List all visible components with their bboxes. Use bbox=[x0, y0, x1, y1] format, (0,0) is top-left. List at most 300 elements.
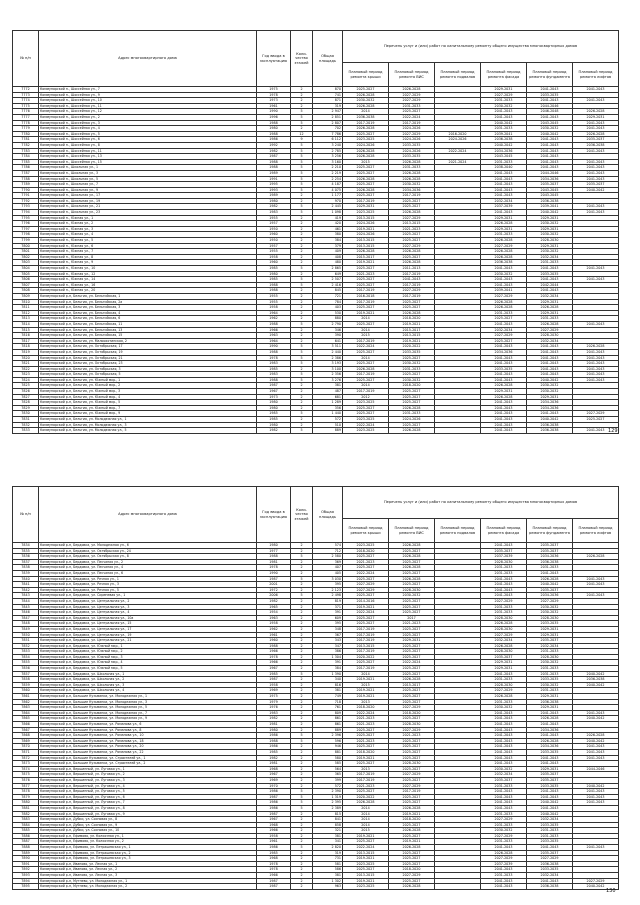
cell-year: 1988 bbox=[257, 165, 291, 171]
cell-elevator: 2041-2043 bbox=[573, 120, 619, 126]
cell-floors: 2 bbox=[291, 383, 313, 389]
cell-facade: 2041-2043 bbox=[481, 543, 527, 549]
cell-year: 1966 bbox=[257, 660, 291, 666]
cell-floors: 2 bbox=[291, 310, 313, 316]
cell-elevator: 2041-2043 bbox=[573, 321, 619, 327]
cell-address: Коммунарский р-н, Бельгия, ул. Южный мкр., 5 bbox=[39, 400, 257, 406]
cell-year: 1973 bbox=[257, 98, 291, 104]
cell-roof: 2022-2024 bbox=[343, 710, 389, 716]
cell-num: 7863 bbox=[13, 705, 39, 711]
cell-area: 461 bbox=[313, 226, 343, 232]
cell-facade: 2028-2030 bbox=[481, 682, 527, 688]
cell-ees: 2026-2028 bbox=[389, 805, 435, 811]
cell-year: 1987 bbox=[257, 811, 291, 817]
cell-area: 341 bbox=[313, 839, 343, 845]
cell-roof: 2025-2027 bbox=[343, 277, 389, 283]
cell-num: 7792 bbox=[13, 198, 39, 204]
cell-foundation: 2026-2028 bbox=[527, 738, 573, 744]
cell-address: Коммунарский р-н, Бельгия, ул. Октябрьская, 19 bbox=[39, 349, 257, 355]
cell-roof: 2025-2027 bbox=[343, 576, 389, 582]
cell-num: 7868 bbox=[13, 733, 39, 739]
cell-address: Коммунарский р-н, Мутнево, ул. Молодежная ул., 1 bbox=[39, 878, 257, 884]
cell-floors: 2 bbox=[291, 405, 313, 411]
header-area: Общая площадь bbox=[313, 487, 343, 543]
cell-area: 574 bbox=[313, 543, 343, 549]
cell-area: 2 389 bbox=[313, 805, 343, 811]
cell-floors: 5 bbox=[291, 159, 313, 165]
cell-ees: 2030-2032 bbox=[389, 377, 435, 383]
cell-year: 1958 bbox=[257, 254, 291, 260]
cell-year: 1983 bbox=[257, 361, 291, 367]
cell-area: 348 bbox=[313, 626, 343, 632]
cell-floors: 2 bbox=[291, 850, 313, 856]
cell-num: 7842 bbox=[13, 587, 39, 593]
cell-foundation: 2044-2046 bbox=[527, 103, 573, 109]
cell-roof: 2013-2015 bbox=[343, 238, 389, 244]
cell-elevator: 2041-2043 bbox=[573, 582, 619, 588]
cell-year: 1982 bbox=[257, 755, 291, 761]
cell-area: 381 bbox=[313, 383, 343, 389]
cell-floors: 2 bbox=[291, 666, 313, 672]
cell-year: 1985 bbox=[257, 671, 291, 677]
cell-foundation: 2032-2034 bbox=[527, 338, 573, 344]
cell-year: 1988 bbox=[257, 643, 291, 649]
cell-num: 7882 bbox=[13, 811, 39, 817]
cell-roof: 2026-2028 bbox=[343, 148, 389, 154]
cell-area: 510 bbox=[313, 422, 343, 428]
cell-address: Коммунарский п., Школьная ул., 23 bbox=[39, 210, 257, 216]
cell-facade: 2041-2043 bbox=[481, 727, 527, 733]
cell-year: 1961 bbox=[257, 632, 291, 638]
cell-num: 7858 bbox=[13, 677, 39, 683]
cell-floors: 5 bbox=[291, 321, 313, 327]
cell-ees: 2027-2029 bbox=[389, 772, 435, 778]
cell-num: 7835 bbox=[13, 548, 39, 554]
cell-roof: 2030-2032 bbox=[343, 98, 389, 104]
page-number: 129 bbox=[608, 428, 618, 434]
cell-floors: 2 bbox=[291, 193, 313, 199]
cell-address: Коммунарский р-н, Ефимово, ул. Петрашевская ул., 2 bbox=[39, 850, 257, 856]
cell-address: Коммунарский п., Южная ул., 4 bbox=[39, 232, 257, 238]
cell-address: Коммунарский р-н, Ефимово, ул. Колхозная ул., 2 bbox=[39, 839, 257, 845]
cell-area: 2 498 bbox=[313, 593, 343, 599]
cell-roof: 2017-2019 bbox=[343, 626, 389, 632]
cell-elevator: 2041-2043 bbox=[573, 361, 619, 367]
cell-area: 681 bbox=[313, 394, 343, 400]
cell-facade: 2029-2031 bbox=[481, 226, 527, 232]
cell-facade: 2035-2037 bbox=[481, 777, 527, 783]
cell-num: 7838 bbox=[13, 565, 39, 571]
cell-roof: 2019-2021 bbox=[343, 677, 389, 683]
cell-facade: 2041-2043 bbox=[481, 176, 527, 182]
cell-ees: 2026-2028 bbox=[389, 428, 435, 434]
cell-ees: 2025-2027 bbox=[389, 861, 435, 867]
cell-floors: 5 bbox=[291, 114, 313, 120]
cell-ees: 2025-2027 bbox=[389, 716, 435, 722]
cell-ees: 2017-2019 bbox=[389, 789, 435, 795]
cell-num: 7841 bbox=[13, 582, 39, 588]
cell-num: 7810 bbox=[13, 299, 39, 305]
cell-ees: 2025-2027 bbox=[389, 610, 435, 616]
cell-floors: 2 bbox=[291, 817, 313, 823]
cell-num: 7836 bbox=[13, 554, 39, 560]
cell-roof: 2016-2018 bbox=[343, 293, 389, 299]
cell-address: Коммунарский р-н, Вершинный, ул. Луговая ул., 3 bbox=[39, 777, 257, 783]
cell-elevator: 2029-2031 bbox=[573, 114, 619, 120]
cell-facade: 2041-2043 bbox=[481, 422, 527, 428]
cell-num: 7884 bbox=[13, 822, 39, 828]
cell-area: 845 bbox=[313, 288, 343, 294]
cell-roof: 2026-2028 bbox=[343, 249, 389, 255]
cell-facade: 2031-2033 bbox=[481, 839, 527, 845]
cell-area: 1 177 bbox=[313, 193, 343, 199]
cell-foundation: 2041-2043 bbox=[527, 789, 573, 795]
cell-foundation: 2041-2043 bbox=[527, 755, 573, 761]
cell-area: 391 bbox=[313, 660, 343, 666]
cell-num: 7890 bbox=[13, 856, 39, 862]
cell-roof: 2026-2028 bbox=[343, 800, 389, 806]
cell-roof: 2020-2022 bbox=[343, 654, 389, 660]
cell-area: 784 bbox=[313, 299, 343, 305]
cell-facade: 2028-2030 bbox=[481, 649, 527, 655]
cell-ees: 2025-2027 bbox=[389, 570, 435, 576]
cell-address: Коммунарский п., Школьная ул., 5 bbox=[39, 176, 257, 182]
cell-num: 7847 bbox=[13, 615, 39, 621]
cell-foundation: 2041-2043 bbox=[527, 710, 573, 716]
cell-roof: 2020-2022 bbox=[343, 794, 389, 800]
cell-floors: 5 bbox=[291, 182, 313, 188]
cell-ees: 2026-2028 bbox=[389, 159, 435, 165]
cell-foundation: 2041-2043 bbox=[527, 159, 573, 165]
cell-ees: 2018-2020 bbox=[389, 817, 435, 823]
cell-year: 1985 bbox=[257, 850, 291, 856]
cell-area: 712 bbox=[313, 548, 343, 554]
cell-floors: 5 bbox=[291, 176, 313, 182]
cell-area: 399 bbox=[313, 777, 343, 783]
cell-year: 1980 bbox=[257, 400, 291, 406]
cell-basement bbox=[435, 884, 481, 890]
cell-facade: 2026-2028 bbox=[481, 305, 527, 311]
cell-address: Коммунарский п., Шоссейная ул., 3 bbox=[39, 120, 257, 126]
cell-year: 1968 bbox=[257, 822, 291, 828]
cell-floors: 2 bbox=[291, 87, 313, 93]
cell-year: 1989 bbox=[257, 193, 291, 199]
cell-foundation: 2041-2043 bbox=[527, 154, 573, 160]
cell-floors: 2 bbox=[291, 828, 313, 834]
cell-facade: 2041-2043 bbox=[481, 789, 527, 795]
cell-area: 3 511 bbox=[313, 344, 343, 350]
cell-area: 881 bbox=[313, 749, 343, 755]
cell-facade: 2041-2043 bbox=[481, 210, 527, 216]
cell-address: Коммунарский р-н, Бердовка, ул. Центральная ул., 3 bbox=[39, 604, 257, 610]
cell-foundation: 2040-2042 bbox=[527, 131, 573, 137]
cell-facade: 2027-2029 bbox=[481, 293, 527, 299]
cell-area: 7 786 bbox=[313, 131, 343, 137]
cell-area: 718 bbox=[313, 699, 343, 705]
cell-ees: 2015-2017 bbox=[389, 682, 435, 688]
repair-schedule-table-page-1 bbox=[12, 30, 619, 434]
cell-foundation: 2034-2036 bbox=[527, 400, 573, 406]
cell-address: Коммунарский р-н, Бердовка, ул. Центральная ул., 17 bbox=[39, 626, 257, 632]
cell-area: 420 bbox=[313, 221, 343, 227]
cell-facade: 2041-2043 bbox=[481, 794, 527, 800]
cell-elevator: 2041-2043 bbox=[573, 98, 619, 104]
cell-address: Коммунарский р-н, Иваново, ул. Лесная ул., 1 bbox=[39, 861, 257, 867]
cell-foundation: 2041-2043 bbox=[527, 366, 573, 372]
cell-facade: 2041-2043 bbox=[481, 733, 527, 739]
cell-address: Коммунарский р-н, Бердовка, ул. Речная ул., 1 bbox=[39, 576, 257, 582]
cell-ees: 2026-2028 bbox=[389, 884, 435, 890]
cell-num: 7895 bbox=[13, 884, 39, 890]
cell-facade: 2035-2037 bbox=[481, 654, 527, 660]
cell-facade: 2030-2032 bbox=[481, 828, 527, 834]
cell-area: 2 785 bbox=[313, 148, 343, 154]
cell-year: 1964 bbox=[257, 338, 291, 344]
cell-ees: 2017-2019 bbox=[389, 120, 435, 126]
cell-foundation: 2040-2042 bbox=[527, 210, 573, 216]
cell-roof: 2025-2027 bbox=[343, 405, 389, 411]
cell-year: 1980 bbox=[257, 405, 291, 411]
cell-year: 2006 bbox=[257, 593, 291, 599]
cell-facade: 2041-2043 bbox=[481, 710, 527, 716]
cell-foundation: 2029-2031 bbox=[527, 766, 573, 772]
cell-address: Коммунарский п., Школьная ул., 9 bbox=[39, 187, 257, 193]
cell-facade: 2026-2028 bbox=[481, 394, 527, 400]
cell-address: Коммунарский р-н, Бердовка, ул. Речная ул., 3 bbox=[39, 582, 257, 588]
cell-area: 381 bbox=[313, 873, 343, 879]
cell-year: 1969 bbox=[257, 688, 291, 694]
cell-floors: 5 bbox=[291, 789, 313, 795]
cell-facade: 2037-2039 bbox=[481, 204, 527, 210]
cell-foundation: 2030-2032 bbox=[527, 221, 573, 227]
cell-address: Коммунарский р-н, Бердовка, ул. Южный мкр., 4 bbox=[39, 660, 257, 666]
cell-ees: 2025-2027 bbox=[389, 833, 435, 839]
cell-facade: 2032-2034 bbox=[481, 772, 527, 778]
cell-facade: 2027-2029 bbox=[481, 333, 527, 339]
cell-roof: 2015 bbox=[343, 159, 389, 165]
cell-year: 1990 bbox=[257, 109, 291, 115]
cell-facade: 2030-2032 bbox=[481, 103, 527, 109]
cell-floors: 2 bbox=[291, 543, 313, 549]
cell-ees: 2025-2027 bbox=[389, 198, 435, 204]
cell-roof: 2019-2021 bbox=[343, 260, 389, 266]
cell-area: 3 030 bbox=[313, 576, 343, 582]
cell-elevator: 2035-2037 bbox=[573, 182, 619, 188]
cell-num: 7851 bbox=[13, 638, 39, 644]
cell-floors: 5 bbox=[291, 355, 313, 361]
cell-area: 319 bbox=[313, 850, 343, 856]
cell-floors: 2 bbox=[291, 570, 313, 576]
cell-year: 1988 bbox=[257, 377, 291, 383]
cell-roof: 2025-2027 bbox=[343, 727, 389, 733]
cell-floors: 5 bbox=[291, 165, 313, 171]
cell-area: 395 bbox=[313, 582, 343, 588]
cell-roof: 2013-2015 bbox=[343, 643, 389, 649]
cell-roof: 2017-2019 bbox=[343, 288, 389, 294]
cell-facade: 2027-2029 bbox=[481, 688, 527, 694]
cell-facade: 2041-2043 bbox=[481, 884, 527, 890]
cell-ees: 2021-2023 bbox=[389, 733, 435, 739]
cell-roof: 2022-2024 bbox=[343, 422, 389, 428]
cell-facade: 2032-2034 bbox=[481, 638, 527, 644]
cell-address: Коммунарский п., Шоссейная ул., 10 bbox=[39, 98, 257, 104]
cell-roof: 2014 bbox=[343, 805, 389, 811]
cell-roof: 2025-2027 bbox=[343, 305, 389, 311]
cell-facade: 2027-2029 bbox=[481, 92, 527, 98]
cell-num: 7791 bbox=[13, 193, 39, 199]
table-body-page-1 bbox=[13, 87, 619, 434]
cell-floors: 5 bbox=[291, 204, 313, 210]
cell-num: 7865 bbox=[13, 716, 39, 722]
cell-num: 7822 bbox=[13, 366, 39, 372]
cell-ees: 2025-2027 bbox=[389, 559, 435, 565]
cell-floors: 2 bbox=[291, 587, 313, 593]
cell-num: 7774 bbox=[13, 98, 39, 104]
cell-year: 1989 bbox=[257, 170, 291, 176]
cell-address: Коммунарский р-н, Дубки, ул. Сосновая ул., 9 bbox=[39, 822, 257, 828]
cell-elevator: 2041-2043 bbox=[573, 372, 619, 378]
cell-year: 1978 bbox=[257, 867, 291, 873]
cell-num: 7885 bbox=[13, 828, 39, 834]
cell-area: 4 075 bbox=[313, 187, 343, 193]
cell-year: 1965 bbox=[257, 604, 291, 610]
cell-area: 3 276 bbox=[313, 377, 343, 383]
cell-address: Коммунарский р-н, Мутнево, ул. Молодежная ул., 2 bbox=[39, 884, 257, 890]
cell-num: 7829 bbox=[13, 405, 39, 411]
cell-area: 480 bbox=[313, 260, 343, 266]
cell-area: 381 bbox=[313, 688, 343, 694]
cell-address: Коммунарский п., Школьная ул., 17 bbox=[39, 193, 257, 199]
cell-roof: 2019-2021 bbox=[343, 856, 389, 862]
cell-address: Коммунарский р-н, Бердовка, ул. Южный мкр., 3 bbox=[39, 654, 257, 660]
cell-address: Коммунарский р-н, Бельгия, ул. Молодежная ул., 5 bbox=[39, 428, 257, 434]
cell-floors: 2 bbox=[291, 299, 313, 305]
cell-roof: 2027-2029 bbox=[343, 587, 389, 593]
cell-ees: 2030-2032 bbox=[389, 593, 435, 599]
cell-num: 7783 bbox=[13, 148, 39, 154]
cell-year: 1985 bbox=[257, 411, 291, 417]
cell-roof: 2014 bbox=[343, 109, 389, 115]
cell-foundation: 2030-2032 bbox=[527, 660, 573, 666]
cell-area: 702 bbox=[313, 126, 343, 132]
cell-num: 7780 bbox=[13, 131, 39, 137]
cell-foundation: 2031-2033 bbox=[527, 833, 573, 839]
cell-year: 1986 bbox=[257, 805, 291, 811]
cell-floors: 2 bbox=[291, 565, 313, 571]
cell-foundation: 2031-2033 bbox=[527, 828, 573, 834]
cell-area: 347 bbox=[313, 643, 343, 649]
cell-year: 1988 bbox=[257, 288, 291, 294]
cell-year: 1980 bbox=[257, 543, 291, 549]
cell-foundation: 2036-2038 bbox=[527, 884, 573, 890]
cell-roof: 2025-2027 bbox=[343, 593, 389, 599]
cell-num: 7827 bbox=[13, 394, 39, 400]
cell-year: 1978 bbox=[257, 565, 291, 571]
cell-area: 2 254 bbox=[313, 176, 343, 182]
cell-year: 1979 bbox=[257, 699, 291, 705]
cell-facade: 2031-2033 bbox=[481, 822, 527, 828]
cell-facade: 2028-2030 bbox=[481, 559, 527, 565]
cell-foundation: 2033-2035 bbox=[527, 271, 573, 277]
cell-num: 7807 bbox=[13, 282, 39, 288]
cell-facade: 2026-2028 bbox=[481, 299, 527, 305]
cell-foundation: 2034-2036 bbox=[527, 405, 573, 411]
cell-foundation: 2033-2035 bbox=[527, 677, 573, 683]
cell-roof: 2023-2025 bbox=[343, 417, 389, 423]
header-foundation: Плановый период ремонта фундамента bbox=[527, 519, 573, 543]
cell-address: Коммунарский р-н, Большие Кузьминки, ул. Строителей ул., 1 bbox=[39, 755, 257, 761]
cell-num: 7862 bbox=[13, 699, 39, 705]
cell-area: 4 187 bbox=[313, 182, 343, 188]
cell-year: 1958 bbox=[257, 621, 291, 627]
cell-facade: 2027-2029 bbox=[481, 632, 527, 638]
cell-year: 1982 bbox=[257, 428, 291, 434]
header-facade: Плановый период ремонта фасада bbox=[481, 519, 527, 543]
cell-foundation: 2035-2037 bbox=[527, 638, 573, 644]
cell-num: 7832 bbox=[13, 422, 39, 428]
cell-area: 564 bbox=[313, 766, 343, 772]
cell-foundation: 2029-2031 bbox=[527, 299, 573, 305]
cell-foundation: 2040-2042 bbox=[527, 800, 573, 806]
cell-facade: 2041-2043 bbox=[481, 722, 527, 728]
cell-facade: 2041-2043 bbox=[481, 800, 527, 806]
cell-year: 1955 bbox=[257, 299, 291, 305]
cell-roof: 2026-2028 bbox=[343, 176, 389, 182]
cell-num: 7808 bbox=[13, 288, 39, 294]
cell-basement: 2022-2024 bbox=[435, 148, 481, 154]
cell-roof: 2022-2024 bbox=[343, 845, 389, 851]
cell-facade: 2041-2043 bbox=[481, 755, 527, 761]
cell-ees: 2025-2027 bbox=[389, 626, 435, 632]
cell-foundation: 2031-2033 bbox=[527, 688, 573, 694]
header-area: Общая площадь bbox=[313, 31, 343, 87]
cell-num: 7874 bbox=[13, 766, 39, 772]
cell-floors: 5 bbox=[291, 266, 313, 272]
cell-roof: 2023-2025 bbox=[343, 400, 389, 406]
cell-floors: 2 bbox=[291, 604, 313, 610]
cell-foundation: 2032-2034 bbox=[527, 643, 573, 649]
cell-roof: 2022-2024 bbox=[343, 570, 389, 576]
header-address: Адрес многоквартирного дома bbox=[39, 487, 257, 543]
cell-address: Коммунарский р-н, Вершинный, ул. Луговая ул., 4 bbox=[39, 783, 257, 789]
cell-elevator: 2041-2043 bbox=[573, 755, 619, 761]
header-floors: Коли-чество этажей bbox=[291, 31, 313, 87]
cell-area: 580 bbox=[313, 755, 343, 761]
cell-floors: 5 bbox=[291, 377, 313, 383]
cell-facade: 2036-2038 bbox=[481, 260, 527, 266]
cell-address: Коммунарский п., Южная ул., 9 bbox=[39, 260, 257, 266]
cell-area: 2 790 bbox=[313, 321, 343, 327]
cell-floors: 5 bbox=[291, 109, 313, 115]
cell-area: 419 bbox=[313, 215, 343, 221]
cell-roof: 2023-2025 bbox=[343, 543, 389, 549]
cell-ees: 2026-2028 bbox=[389, 405, 435, 411]
cell-foundation: 2034-2036 bbox=[527, 727, 573, 733]
cell-elevator: 2025-2027 bbox=[573, 417, 619, 423]
cell-num: 7825 bbox=[13, 383, 39, 389]
cell-floors: 2 bbox=[291, 694, 313, 700]
cell-year: 1990 bbox=[257, 344, 291, 350]
cell-year: 1972 bbox=[257, 587, 291, 593]
cell-num: 7796 bbox=[13, 221, 39, 227]
cell-address: Коммунарский р-н, Бердовка, ул. Школьная ул., 2 bbox=[39, 677, 257, 683]
cell-area: 870 bbox=[313, 87, 343, 93]
cell-roof: 2026-2028 bbox=[343, 154, 389, 160]
cell-foundation: 2032-2034 bbox=[527, 254, 573, 260]
cell-ees: 2019-2021 bbox=[389, 839, 435, 845]
cell-floors: 2 bbox=[291, 772, 313, 778]
cell-facade: 2031-2033 bbox=[481, 873, 527, 879]
